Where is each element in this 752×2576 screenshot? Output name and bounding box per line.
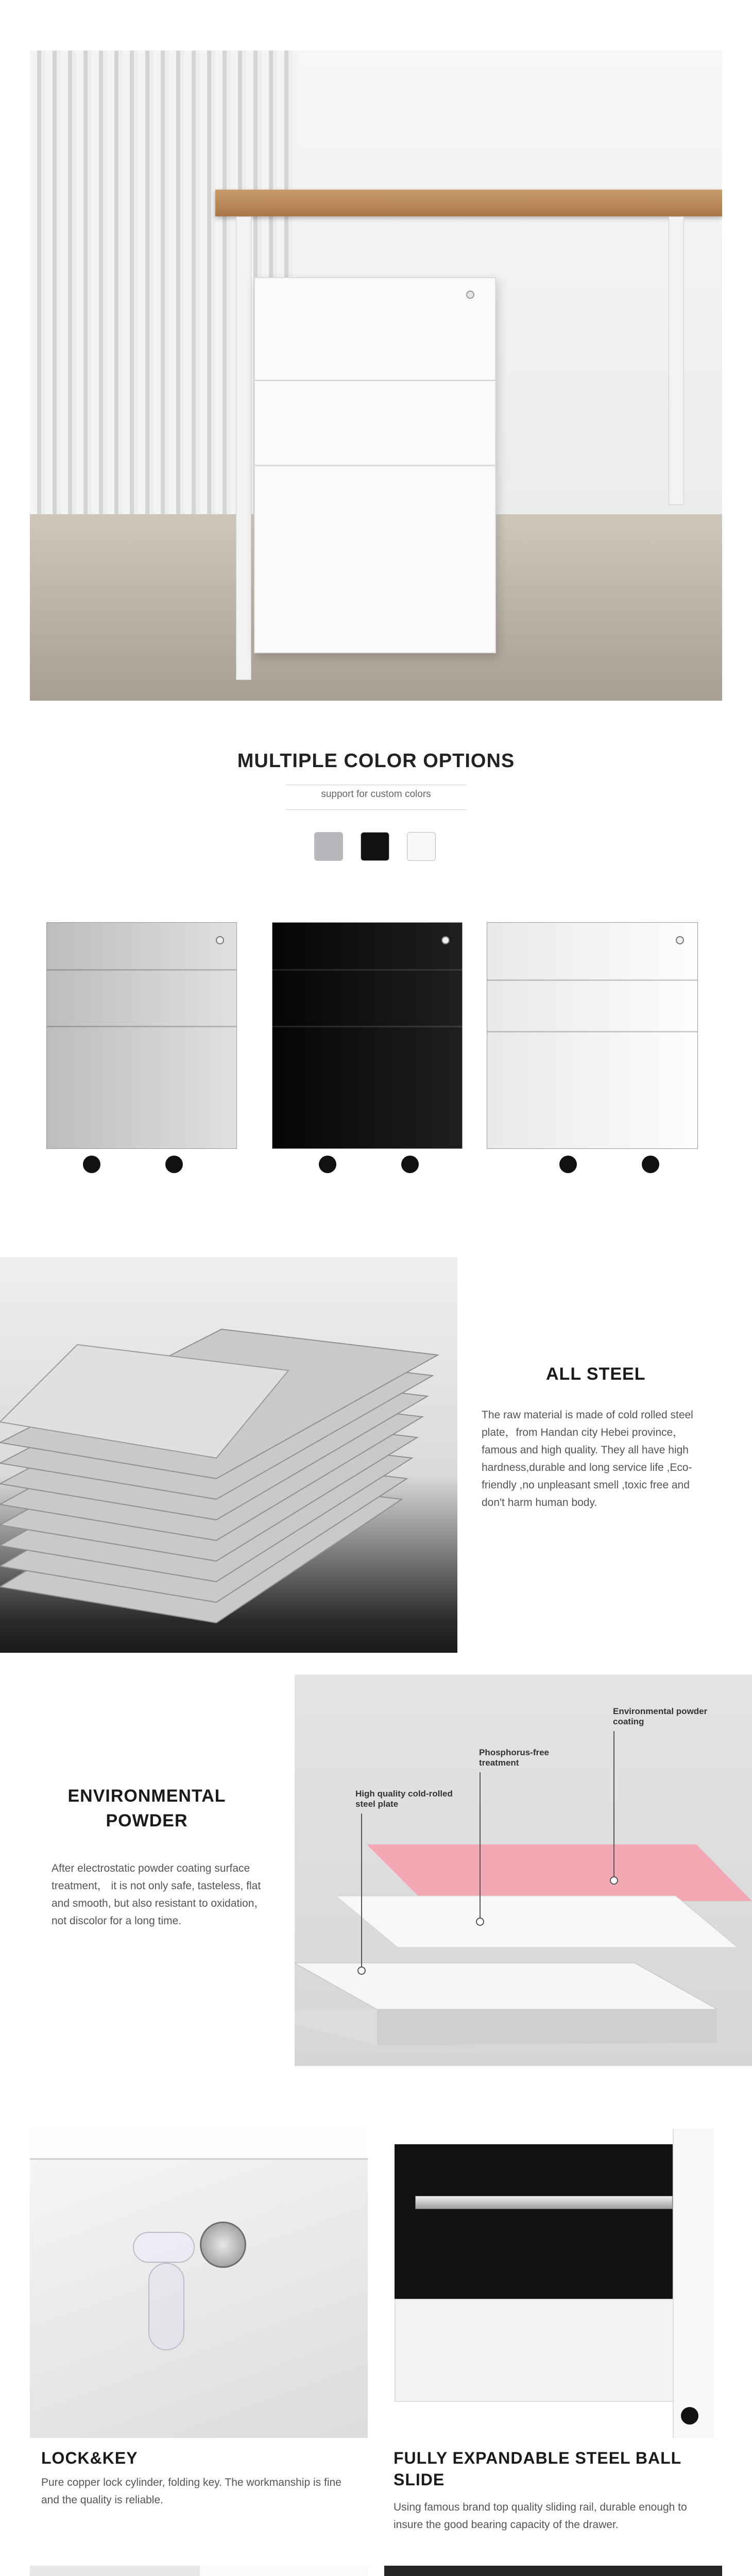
white-pedestal-cabinet <box>254 277 496 653</box>
layer-label-steel-plate: High quality cold-rolled steel plate <box>355 1789 453 1809</box>
slide-rail <box>415 2196 673 2209</box>
swatch-silver[interactable] <box>314 832 343 861</box>
environmental-title-line1: ENVIRONMENTAL <box>67 1786 226 1806</box>
key-icon <box>133 2232 195 2263</box>
all-steel-title: ALL STEEL <box>546 1364 646 1384</box>
casters-photo <box>30 2566 368 2576</box>
lock-icon <box>676 936 684 944</box>
divider <box>286 809 466 810</box>
layer-label-phosphorus-free: Phosphorus-free treatment <box>479 1748 550 1768</box>
lock-icon <box>441 936 450 944</box>
ball-slide-title: FULLY EXPANDABLE STEEL BALL SLIDE <box>394 2449 681 2489</box>
environmental-title <box>0 1784 294 1833</box>
large-bucket-photo <box>384 2566 722 2576</box>
ball-slide-body: Using famous brand top quality sliding rail, durable enough to insure the good bearing capacity of the drawer. <box>394 2501 687 2531</box>
environmental-title-line2: POWDER <box>106 1811 188 1831</box>
lock-key-photo <box>30 2129 368 2438</box>
color-options-subtitle: support for custom colors <box>321 789 431 800</box>
lock-icon <box>216 936 224 944</box>
desk-leg <box>669 216 684 505</box>
white-pedestal <box>487 922 698 1149</box>
lock-key-title: LOCK&KEY <box>41 2449 138 2467</box>
color-options-title: MULTIPLE COLOR OPTIONS <box>237 750 515 772</box>
black-pedestal <box>272 922 463 1149</box>
layers-diagram <box>295 1674 752 2066</box>
caster-icon <box>681 2407 698 2425</box>
caster-icon <box>642 1156 659 1173</box>
caster-icon <box>165 1156 183 1173</box>
cabinet-drawer <box>255 278 495 381</box>
lock-key-body: Pure copper lock cylinder, folding key. The workmanship is fine and the quality is reliable. <box>41 2477 341 2506</box>
cabinet-drawer <box>255 381 495 466</box>
caster-icon <box>319 1156 336 1173</box>
hanging-folders-illustration <box>384 2566 722 2576</box>
swatch-black[interactable] <box>361 832 389 861</box>
desk-leg <box>236 216 251 680</box>
environmental-body: After electrostatic powder coating surface treatment， it is not only safe, tasteless, flat and smooth, but also resistant to oxidation，not discolor for a long time. <box>52 1862 265 1927</box>
all-steel-body: The raw material is made of cold rolled steel plate，from Handan city Hebei province，famous and high quality. They all have high hardness,durable and long service life ,Eco-friendly ,no unpleasant smell ,toxic free and don't harm human body. <box>482 1409 693 1509</box>
caster-icon <box>401 1156 419 1173</box>
lock-cylinder-icon <box>200 2222 246 2268</box>
steel-plates-illustration <box>0 1257 457 1653</box>
silver-pedestal <box>46 922 237 1149</box>
desk-top <box>215 190 722 216</box>
lock-icon <box>466 291 474 299</box>
swatch-white[interactable] <box>407 832 436 861</box>
layer-label-powder-coating: Environmental powder coating <box>613 1706 708 1726</box>
coating-layers-illustration <box>295 1674 752 2066</box>
caster-icon <box>83 1156 100 1173</box>
steel-plates-photo <box>0 1257 457 1653</box>
caster-icon <box>559 1156 577 1173</box>
ball-slide-photo <box>384 2129 722 2438</box>
hero-product-photo <box>30 50 722 701</box>
